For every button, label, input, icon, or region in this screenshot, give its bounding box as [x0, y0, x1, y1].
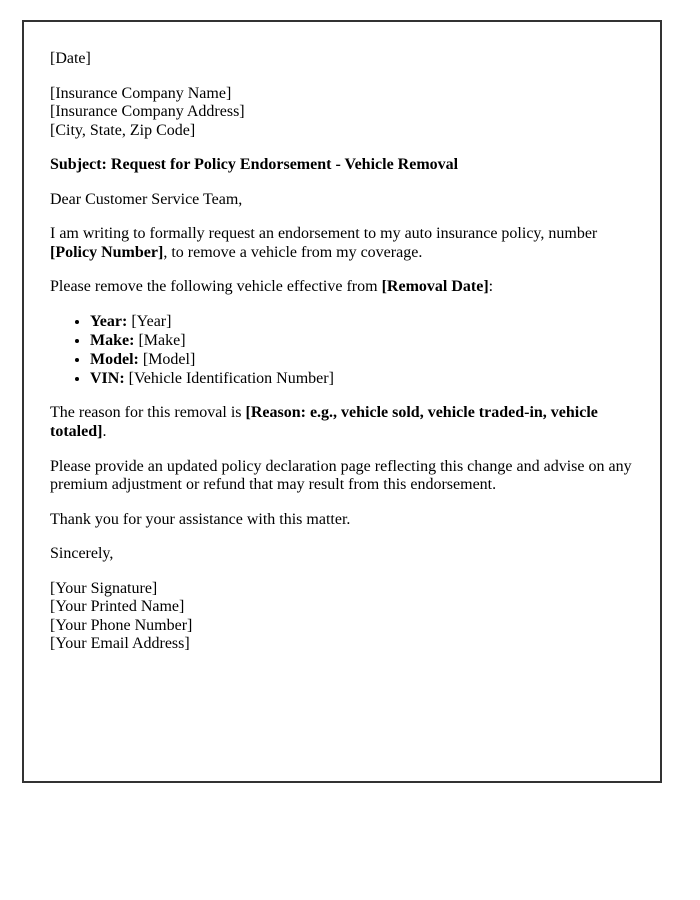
policy-number-placeholder: [Policy Number]: [50, 243, 164, 261]
phone-number-line: [Your Phone Number]: [50, 616, 193, 634]
letter-page: [22, 20, 662, 783]
policy-request-text-before: I am writing to formally request an endorsement to my auto insurance policy, number: [50, 225, 598, 243]
recipient-company-address: [Insurance Company Address]: [50, 103, 245, 121]
subject-line: Subject: Request for Policy Endorsement - Vehicle Removal: [50, 156, 459, 174]
policy-request-text-after: , to remove a vehicle from my coverage.: [163, 243, 423, 261]
vehicle-year-label: Year:: [90, 312, 128, 330]
vehicle-detail-year: [90, 313, 634, 332]
email-address-line: [Your Email Address]: [50, 635, 190, 653]
vehicle-model-value: [Model]: [138, 350, 196, 368]
removal-text-after: :: [488, 278, 494, 296]
vehicle-vin-value: [Vehicle Identification Number]: [124, 369, 334, 387]
vehicle-make-label: Make:: [90, 331, 135, 349]
signature-block: [50, 580, 634, 654]
paragraph-declaration-request: Please provide an updated policy declaration page reflecting this change and advise on any premium adjustment or refund that may result from this endorsement.: [50, 457, 632, 494]
salutation: Dear Customer Service Team,: [50, 190, 243, 208]
vehicle-detail-make: [90, 332, 634, 351]
closing: Sincerely,: [50, 545, 114, 563]
vehicle-make-value: [Make]: [134, 331, 186, 349]
recipient-block: [50, 85, 634, 141]
date-line: [Date]: [50, 50, 91, 67]
vehicle-model-label: Model:: [90, 350, 139, 368]
reason-text-after: .: [102, 422, 107, 440]
recipient-company-name: [Insurance Company Name]: [50, 84, 232, 102]
paragraph-reason: [50, 404, 634, 441]
printed-name-line: [Your Printed Name]: [50, 598, 185, 616]
reason-text-before: The reason for this removal is: [50, 404, 246, 422]
paragraph-policy-request: [50, 225, 634, 262]
signature-line: [Your Signature]: [50, 579, 158, 597]
vehicle-details-list: [50, 313, 634, 389]
recipient-city-state-zip: [City, State, Zip Code]: [50, 121, 196, 139]
removal-text-before: Please remove the following vehicle effective from: [50, 278, 382, 296]
reason-placeholder: [Reason: e.g., vehicle sold, vehicle traded-in, vehicle totaled]: [50, 404, 598, 440]
removal-date-placeholder: [Removal Date]: [381, 278, 489, 296]
vehicle-year-value: [Year]: [127, 312, 172, 330]
vehicle-vin-label: VIN:: [90, 369, 125, 387]
paragraph-thanks: Thank you for your assistance with this matter.: [50, 510, 351, 528]
vehicle-detail-vin: [90, 370, 634, 389]
vehicle-detail-model: [90, 351, 634, 370]
paragraph-removal-effective: [50, 278, 634, 297]
